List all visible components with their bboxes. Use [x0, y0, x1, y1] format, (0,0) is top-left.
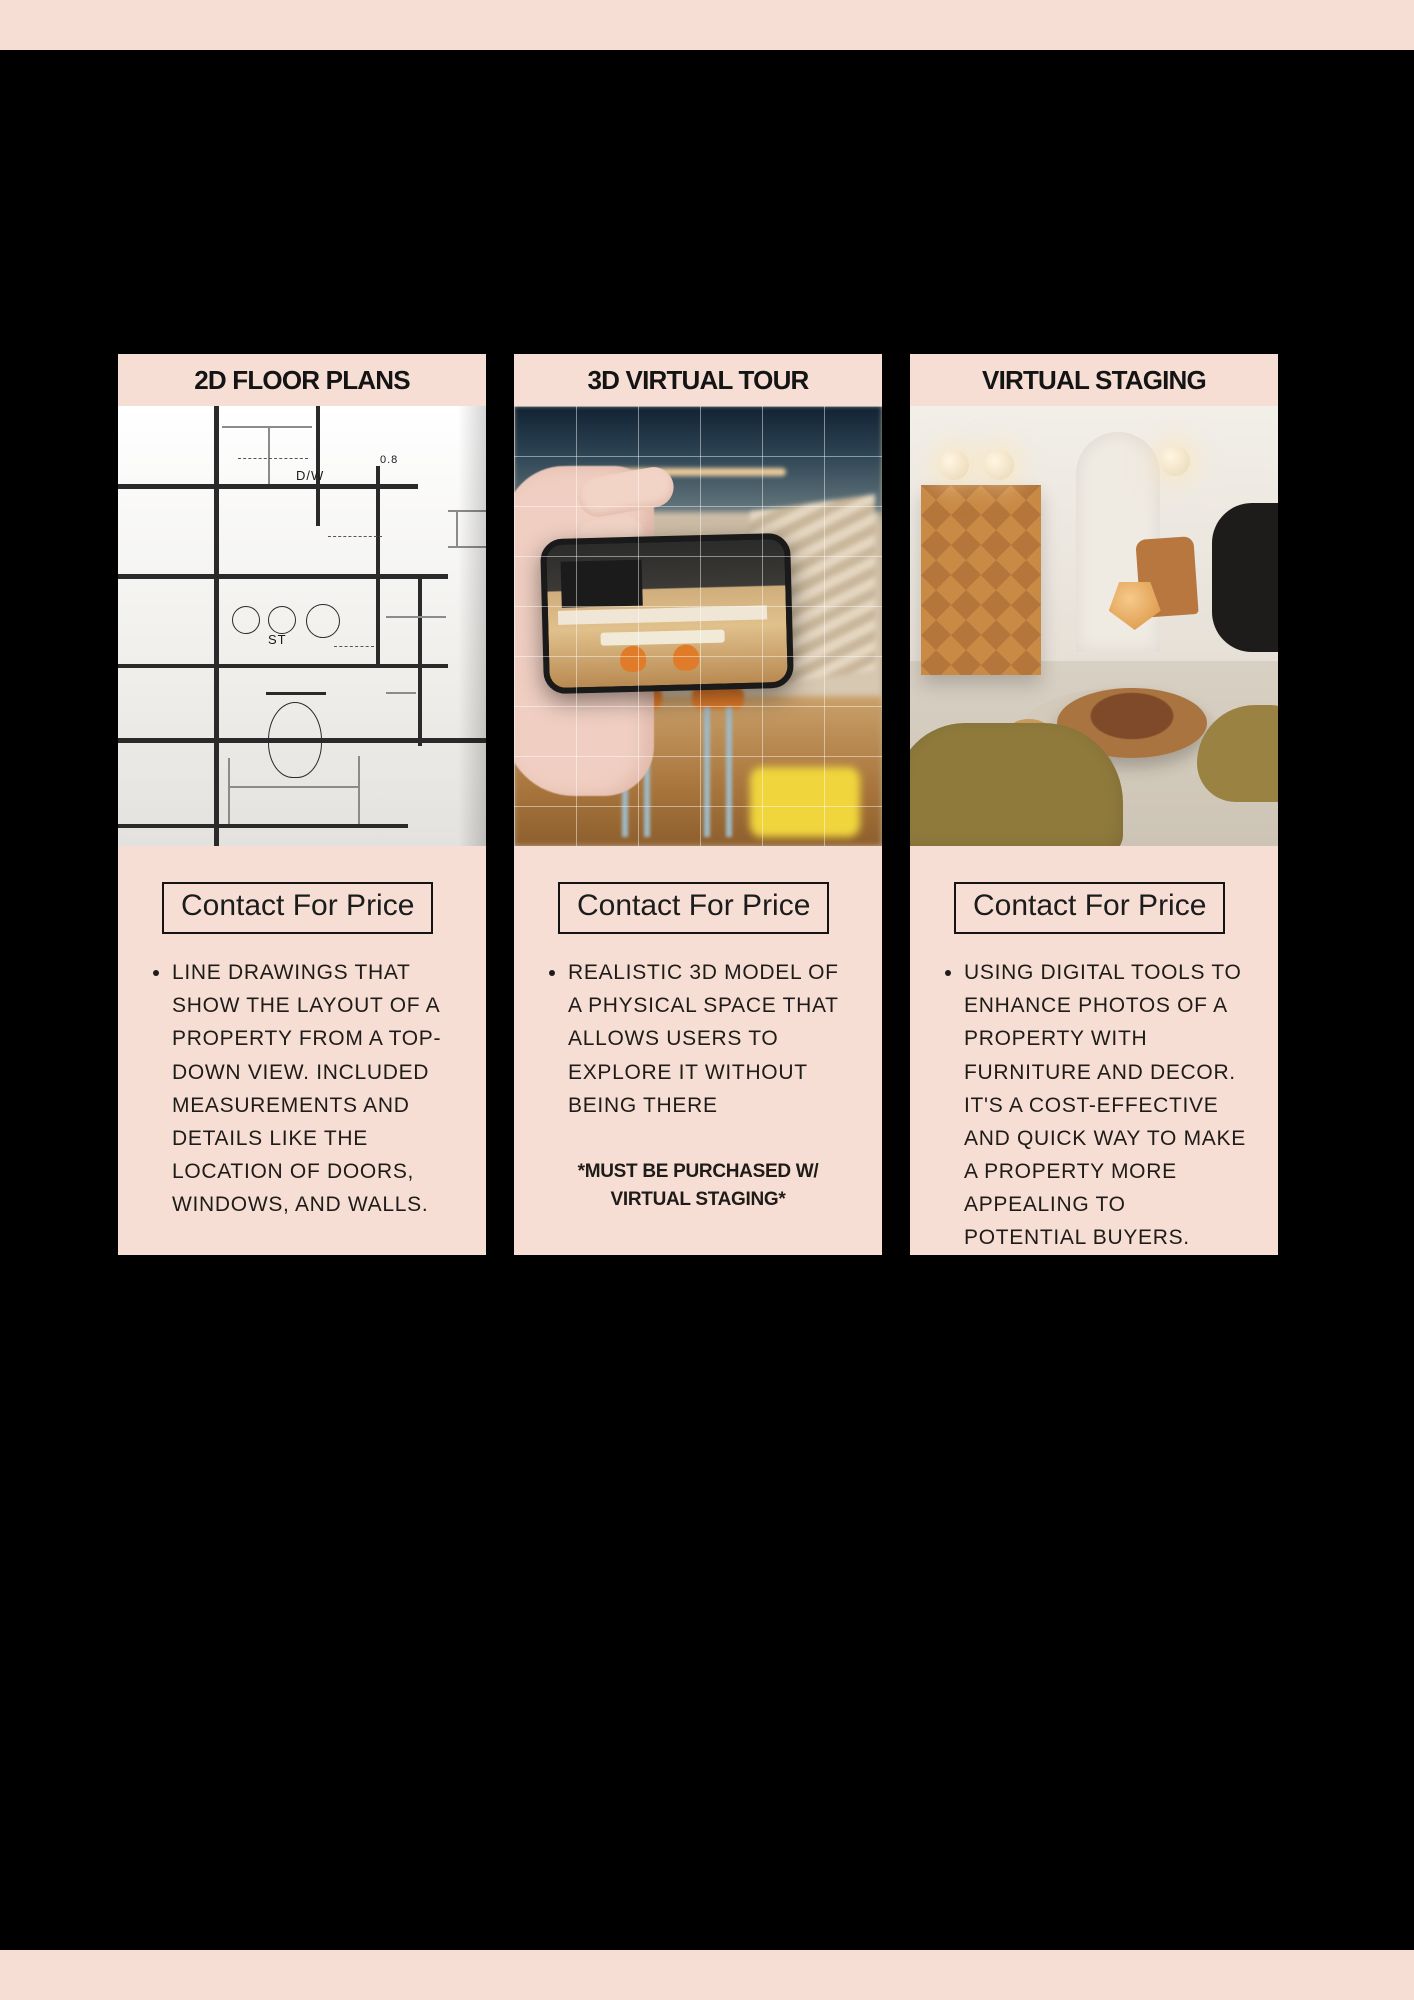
top-band	[0, 0, 1414, 50]
purchase-note: *MUST BE PURCHASED W/ VIRTUAL STAGING*	[577, 1160, 819, 1211]
hand-holding-phone-kitchen-photo	[514, 406, 882, 846]
service-card-2d-floor-plans[interactable]	[118, 354, 486, 1255]
plan-label-dim: 0.8	[380, 454, 399, 466]
price-badge[interactable]	[954, 882, 1225, 934]
card-header	[118, 354, 486, 406]
card-header	[910, 354, 1278, 406]
card-body	[514, 846, 882, 1255]
price-label: Contact For Price	[973, 889, 1207, 922]
price-label: Contact For Price	[577, 889, 811, 922]
list-item: • LINE DRAWINGS THAT SHOW THE LAYOUT OF A PROPERTY FROM A TOP-DOWN VIEW. INCLUDED MEASUREMENTS AND DETAILS LIKE THE LOCATION OF DOORS, WINDOWS, AND WALLS.	[172, 956, 458, 1221]
card-body	[910, 846, 1278, 1255]
card-body	[118, 846, 486, 1255]
description-list	[568, 956, 854, 1122]
list-item: • USING DIGITAL TOOLS TO ENHANCE PHOTOS OF A PROPERTY WITH FURNITURE AND DECOR. IT'S A COST-EFFECTIVE AND QUICK WAY TO MAKE A PROPERTY MORE APPEALING TO POTENTIAL BUYERS.	[964, 956, 1250, 1255]
service-card-3d-virtual-tour[interactable]	[514, 354, 882, 1255]
description-list	[964, 956, 1250, 1255]
staged-living-room-photo	[910, 406, 1278, 846]
service-card-virtual-staging[interactable]	[910, 354, 1278, 1255]
price-badge[interactable]	[558, 882, 829, 934]
plan-label-dw: D/W	[296, 468, 325, 483]
plan-label-st: ST	[268, 632, 287, 647]
card-header	[514, 354, 882, 406]
card-title: 2D FLOOR PLANS	[194, 364, 410, 395]
list-item: • REALISTIC 3D MODEL OF A PHYSICAL SPACE THAT ALLOWS USERS TO EXPLORE IT WITHOUT BEING THERE	[568, 956, 854, 1122]
card-title: 3D VIRTUAL TOUR	[587, 364, 809, 395]
service-cards-row	[118, 354, 1296, 1255]
card-title: VIRTUAL STAGING	[982, 364, 1206, 395]
price-badge[interactable]	[162, 882, 433, 934]
price-label: Contact For Price	[181, 889, 415, 922]
description-list	[172, 956, 458, 1221]
bottom-band	[0, 1950, 1414, 2000]
floor-plan-blueprint-photo	[118, 406, 486, 846]
